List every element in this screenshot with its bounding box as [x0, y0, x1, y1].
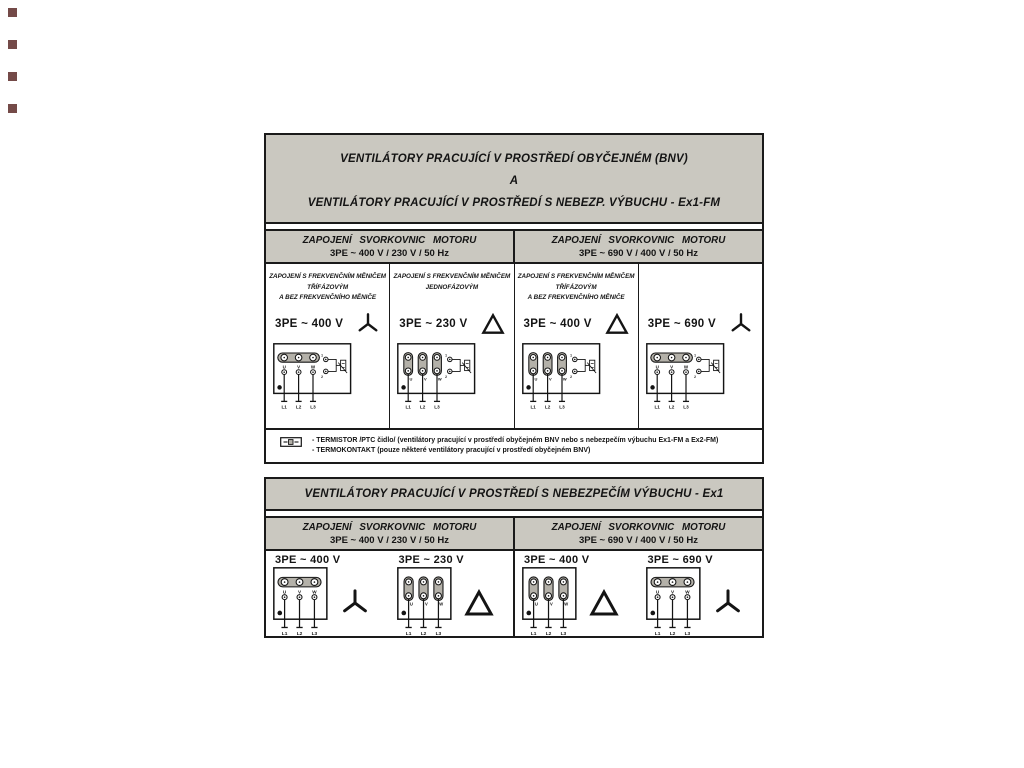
column-header-400-230 [266, 518, 513, 549]
svg-text:L2: L2 [544, 404, 550, 410]
star-icon [713, 588, 743, 618]
cell-note-line: A BEZ FREKVENČNÍHO MĚNIČE [527, 294, 625, 301]
cell-note [390, 264, 513, 310]
star-icon [729, 312, 753, 336]
section-bnv-ex1fm [264, 133, 764, 464]
wiring-cells-row [266, 262, 762, 428]
svg-text:L2: L2 [669, 631, 675, 637]
svg-text:V: V [669, 364, 673, 370]
svg-text:L1: L1 [654, 631, 660, 637]
star-symbol-svg [356, 312, 380, 336]
wiring-diagram [397, 343, 513, 412]
column-header-title: ZAPOJENÍ SVORKOVNIC MOTORU [302, 522, 477, 533]
section-title: VENTILÁTORY PRACUJÍCÍ V PROSTŘEDÍ S NEBEZPEČÍM VÝBUCHU - Ex1 [266, 479, 762, 509]
svg-text:U: U [655, 589, 659, 595]
cell-note-line: ZAPOJENÍ S FREKVENČNÍM MĚNIČEM [393, 273, 511, 280]
wiring-diagram [646, 567, 704, 638]
svg-text:L1: L1 [281, 404, 287, 410]
wiring-cell [638, 264, 762, 428]
svg-text:U: U [282, 364, 286, 370]
svg-text:V: V [549, 601, 553, 607]
cell-note [639, 264, 762, 310]
voltage-label: 3PE ~ 230 V [399, 318, 468, 330]
svg-text:L3: L3 [434, 404, 440, 410]
star-wiring-svg [646, 343, 726, 412]
svg-text:W: W [564, 601, 569, 607]
wiring-diagram [397, 567, 455, 638]
svg-text:L2: L2 [420, 631, 426, 637]
svg-text:U: U [534, 601, 538, 607]
svg-text:U: U [533, 376, 537, 382]
svg-text:W: W [438, 601, 443, 607]
column-header-voltage: 3PE ~ 690 V / 400 V / 50 Hz [578, 535, 699, 546]
wiring-diagram [273, 567, 331, 638]
section-ex1 [264, 477, 764, 638]
svg-text:W: W [684, 589, 690, 595]
title-line: A [509, 175, 519, 187]
svg-text:L3: L3 [558, 404, 565, 410]
svg-text:1: 1 [569, 353, 572, 358]
star-symbol-svg [729, 312, 753, 336]
voltage-label: 3PE ~ 690 V [647, 554, 713, 566]
spacer-row [266, 509, 762, 518]
star-icon [356, 312, 380, 336]
footnote-line: - TERMOKONTAKT (pouze některé ventilátory pracující v prostředí obyčejném BNV) [312, 446, 591, 454]
column-header-title: ZAPOJENÍ SVORKOVNIC MOTORU [302, 235, 477, 246]
svg-text:W: W [312, 589, 317, 595]
svg-text:V: V [424, 601, 428, 607]
delta-icon [481, 313, 505, 335]
star-icon [340, 588, 370, 618]
svg-text:W: W [438, 376, 442, 382]
voltage-label: 3PE ~ 400 V [275, 318, 344, 330]
svg-text:V: V [297, 589, 302, 595]
svg-text:W: W [683, 364, 688, 370]
delta-wiring-svg [397, 567, 455, 638]
footnote-line: - TERMISTOR /PTC čidlo/ (ventilátory pracující v prostředí obyčejném BNV nebo s nebezpečím výbuchu Ex1-FM a Ex2-FM) [312, 437, 719, 444]
footnote [266, 428, 762, 462]
spacer-row [266, 222, 762, 231]
column-header-voltage: 3PE ~ 400 V / 230 V / 50 Hz [329, 535, 450, 546]
column-header-title: ZAPOJENÍ SVORKOVNIC MOTORU [551, 522, 726, 533]
wiring-cell [514, 264, 638, 428]
cell-note-line: JEDNOFÁZOVÝM [425, 283, 479, 291]
voltage-label: 3PE ~ 400 V [524, 554, 590, 566]
wiring-cell [266, 551, 513, 636]
wiring-diagram [522, 567, 580, 638]
thermistor-terminal-icon [280, 437, 302, 447]
svg-text:2: 2 [321, 375, 324, 380]
svg-text:V: V [548, 376, 552, 382]
svg-text:L1: L1 [654, 404, 660, 410]
svg-text:L3: L3 [683, 404, 689, 410]
corner-mark [8, 72, 17, 81]
svg-text:L2: L2 [668, 404, 675, 410]
column-header-title: ZAPOJENÍ SVORKOVNIC MOTORU [551, 235, 726, 246]
corner-mark [8, 40, 17, 49]
cell-note-line: ZAPOJENÍ S FREKVENČNÍM MĚNIČEM [269, 273, 387, 280]
svg-text:L3: L3 [435, 631, 441, 637]
svg-text:L1: L1 [405, 404, 412, 410]
wiring-cell [389, 264, 513, 428]
svg-text:U: U [655, 364, 659, 370]
title-line: VENTILÁTORY PRACUJÍCÍ V PROSTŘEDÍ OBYČEJNÉM (BNV) [340, 153, 688, 165]
cell-note-line: A BEZ FREKVENČNÍHO MĚNIČE [279, 294, 377, 301]
wiring-group [390, 551, 514, 636]
delta-wiring-svg [522, 567, 580, 638]
corner-scan-marks [8, 8, 22, 136]
svg-text:1: 1 [693, 353, 696, 358]
wiring-cell [266, 264, 389, 428]
svg-text:V: V [424, 376, 427, 382]
wiring-group [266, 551, 390, 636]
svg-text:L2: L2 [420, 404, 426, 410]
column-header-voltage: 3PE ~ 400 V / 230 V / 50 Hz [329, 248, 450, 259]
title-line: VENTILÁTORY PRACUJÍCÍ V PROSTŘEDÍ S NEBEZP. VÝBUCHU - Ex1-FM [307, 197, 721, 209]
svg-text:U: U [409, 376, 413, 382]
section-title [266, 135, 762, 222]
svg-text:1: 1 [445, 353, 448, 358]
cell-note [266, 264, 389, 310]
delta-icon [589, 589, 619, 617]
delta-symbol-svg [605, 313, 629, 335]
svg-text:2: 2 [445, 375, 448, 380]
cell-note-line: TŘÍFÁZOVÝM [307, 283, 349, 291]
svg-text:L1: L1 [405, 631, 411, 637]
svg-text:W: W [562, 376, 567, 382]
column-header-690-400 [513, 518, 762, 549]
voltage-label: 3PE ~ 400 V [275, 554, 341, 566]
star-wiring-svg [646, 567, 704, 638]
wiring-diagram [646, 343, 762, 412]
svg-text:L2: L2 [296, 631, 303, 637]
delta-wiring-svg [397, 343, 477, 412]
star-wiring-svg [273, 567, 331, 638]
corner-mark [8, 8, 17, 17]
svg-text:L1: L1 [529, 404, 536, 410]
svg-text:1: 1 [321, 353, 324, 358]
delta-symbol-svg [589, 589, 619, 617]
corner-mark [8, 104, 17, 113]
star-wiring-svg [273, 343, 353, 412]
voltage-label: 3PE ~ 690 V [647, 318, 716, 330]
svg-text:V: V [297, 364, 301, 370]
cell-note-line: TŘÍFÁZOVÝM [555, 283, 597, 291]
svg-text:2: 2 [569, 375, 572, 380]
svg-text:L3: L3 [311, 631, 318, 637]
svg-text:2: 2 [693, 375, 696, 380]
svg-text:U: U [282, 589, 287, 595]
wiring-cell [513, 551, 762, 636]
svg-text:L3: L3 [310, 404, 316, 410]
svg-text:L2: L2 [545, 631, 552, 637]
wiring-diagram [273, 343, 389, 412]
wiring-group [639, 551, 763, 636]
cell-note [515, 264, 638, 310]
column-header-400-230 [266, 231, 513, 262]
column-headers [266, 231, 762, 262]
svg-text:L1: L1 [281, 631, 288, 637]
wiring-group [515, 551, 639, 636]
voltage-label: 3PE ~ 230 V [398, 554, 464, 566]
delta-symbol-svg [464, 589, 494, 617]
delta-icon [605, 313, 629, 335]
delta-icon [464, 589, 494, 617]
footnote-text [312, 436, 718, 455]
column-headers [266, 518, 762, 549]
svg-text:L2: L2 [295, 404, 302, 410]
column-header-690-400 [513, 231, 762, 262]
svg-text:V: V [670, 589, 674, 595]
column-header-voltage: 3PE ~ 690 V / 400 V / 50 Hz [578, 248, 699, 259]
cell-note-line: ZAPOJENÍ S FREKVENČNÍM MĚNIČEM [517, 273, 635, 280]
delta-wiring-svg [522, 343, 602, 412]
wiring-cells-row [266, 549, 762, 636]
svg-text:L1: L1 [530, 631, 537, 637]
star-symbol-svg [713, 588, 743, 618]
star-symbol-svg [340, 588, 370, 618]
wiring-diagram [522, 343, 638, 412]
svg-text:W: W [310, 364, 316, 370]
svg-text:L3: L3 [560, 631, 567, 637]
delta-symbol-svg [481, 313, 505, 335]
svg-text:L3: L3 [684, 631, 690, 637]
svg-text:U: U [409, 601, 413, 607]
wiring-sheet [264, 133, 764, 638]
voltage-label: 3PE ~ 400 V [523, 318, 592, 330]
